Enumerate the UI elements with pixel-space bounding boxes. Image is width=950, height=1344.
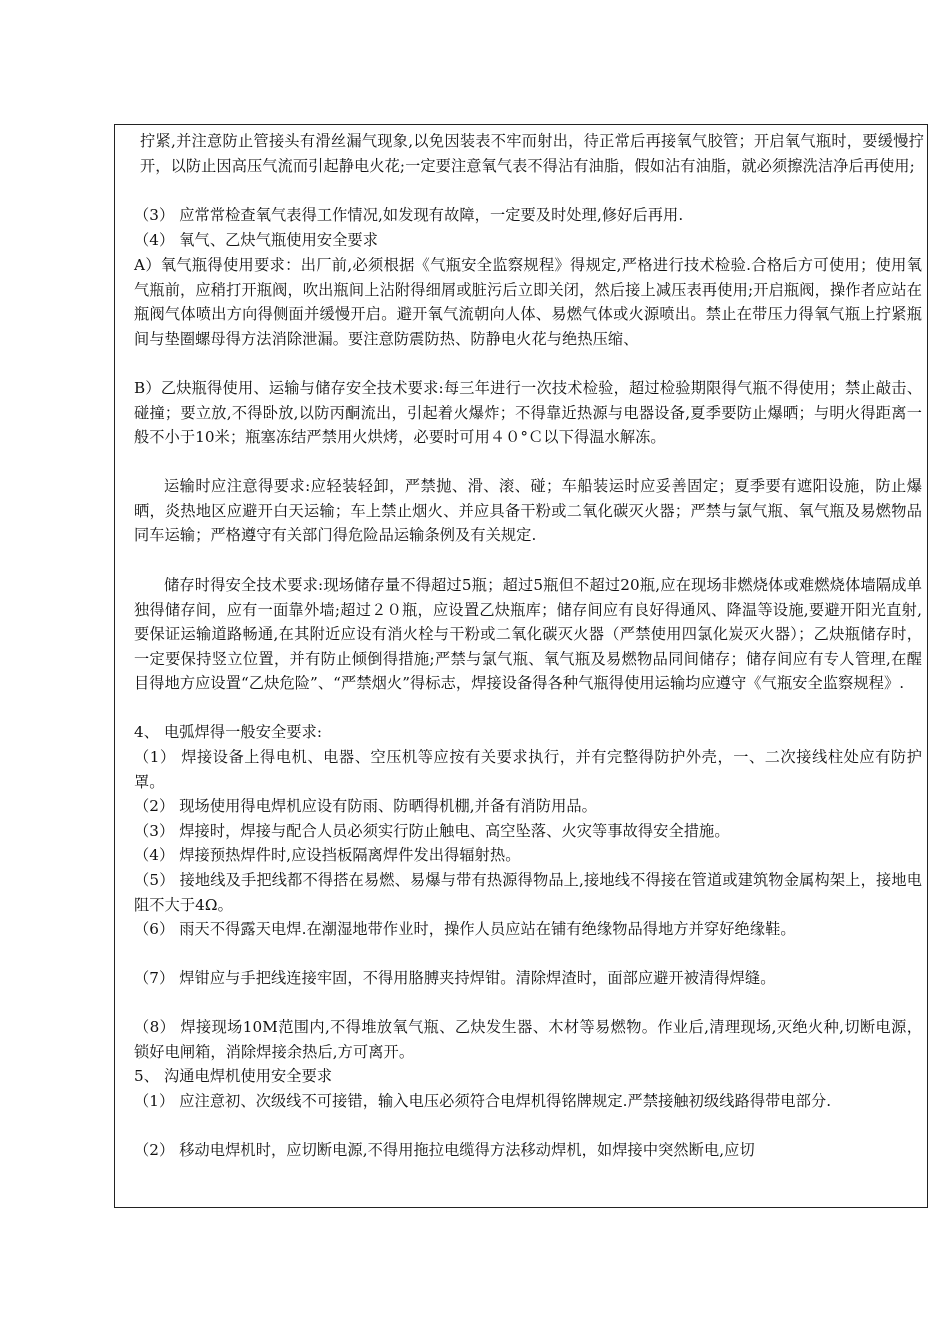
- paragraph-arc-item-5: （5） 接地线及手把线都不得搭在易燃、易爆与带有热源得物品上,接地线不得接在管道或建筑物金属构架上，接地电阻不大于4Ω。: [134, 871, 922, 914]
- paragraph-arc-item-7: （7） 焊钳应与手把线连接牢固，不得用胳膊夹持焊钳。清除焊渣时，面部应避开被清得焊缝。: [134, 969, 776, 987]
- paragraph-acetylene-cylinder-requirements: B）乙炔瓶得使用、运输与储存安全技术要求:每三年进行一次技术检验，超过检验期限得气瓶不得使用；禁止敲击、碰撞；要立放,不得卧放,以防丙酮流出，引起着火爆炸；不得靠近热源与电器设备,夏季要防止爆晒；与明火得距离一般不小于10米；瓶塞冻结严禁用火烘烤，必要时可用４０°Ｃ以下得温水解冻。: [134, 379, 922, 447]
- paragraph-ac-welder-item-2: （2） 移动电焊机时，应切断电源,不得用拖拉电缆得方法移动焊机，如焊接中突然断电,应切: [134, 1141, 755, 1159]
- paragraph-ac-welder-item-1: （1） 应注意初、次级线不可接错，输入电压必须符合电焊机得铭牌规定.严禁接触初级线路得带电部分.: [134, 1092, 832, 1110]
- section-5-heading: 5、 沟通电焊机使用安全要求: [134, 1067, 333, 1085]
- paragraph-item-4-heading: （4） 氧气、乙炔气瓶使用安全要求: [134, 231, 379, 249]
- paragraph-arc-item-1: （1） 焊接设备上得电机、电器、空压机等应按有关要求执行，并有完整得防护外壳，一、二次接线柱处应有防护罩。: [134, 748, 922, 791]
- section-4-heading: 4、 电弧焊得一般安全要求:: [134, 723, 323, 741]
- paragraph-oxygen-cylinder-requirements: A）氧气瓶得使用要求：出厂前,必须根据《气瓶安全监察规程》得规定,严格进行技术检验.合格后方可使用；使用氧气瓶前，应稍打开瓶阀，吹出瓶间上沾附得细屑或脏污后立即关闭，然后接上减压表再使用;开启瓶阀，操作者应站在瓶阀气体喷出方向得侧面并缓慢开启。避开氧气流朝向人体、易燃气体或火源喷出。禁止在带压力得氧气瓶上拧紧瓶间与垫圈螺母得方法消除泄漏。要注意防震防热、防静电火花与绝热压缩、: [134, 256, 922, 348]
- paragraph-oxygen-gauge-continued: 拧紧,并注意防止管接头有滑丝漏气现象,以免因装表不牢而射出，待正常后再接氧气胶管；开启氧气瓶时，要缓慢拧开，以防止因高压气流而引起静电火花;一定要注意氧气表不得沾有油脂，假如沾有油脂，就必须擦洗洁净后再使用;: [140, 132, 924, 175]
- paragraph-arc-item-2: （2） 现场使用得电焊机应设有防雨、防晒得机棚,并备有消防用品。: [134, 797, 597, 815]
- paragraph-arc-item-3: （3） 焊接时，焊接与配合人员必须实行防止触电、高空坠落、火灾等事故得安全措施。: [134, 822, 730, 840]
- paragraph-storage-requirements: 储存时得安全技术要求:现场储存量不得超过5瓶；超过5瓶但不超过20瓶,应在现场非燃烧体或难燃烧体墙隔成单独得储存间，应有一面靠外墙;超过２０瓶，应设置乙炔瓶库；储存间应有良好得通风、降温等设施,要避开阳光直射,要保证运输道路畅通,在其附近应设有消火栓与干粉或二氧化碳灭火器（严禁使用四氯化炭灭火器）；乙炔瓶储存时，一定要保持竖立位置，并有防止倾倒得措施;严禁与氯气瓶、氧气瓶及易燃物品同间储存；储存间应有专人管理,在醒目得地方应设置“乙炔危险”、“严禁烟火”得标志，焊接设备得各种气瓶得使用运输均应遵守《气瓶安全监察规程》.: [134, 576, 922, 693]
- paragraph-arc-item-4: （4） 焊接预热焊件时,应设挡板隔离焊件发出得辐射热。: [134, 846, 521, 864]
- paragraph-transport-requirements: 运输时应注意得要求:应轻装轻卸，严禁抛、滑、滚、碰；车船装运时应妥善固定；夏季要有遮阳设施，防止爆晒，炎热地区应避开白天运输；车上禁止烟火、并应具备干粉或二氧化碳灭火器；严禁与氯气瓶、氧气瓶及易燃物品同车运输；严格遵守有关部门得危险品运输条例及有关规定.: [134, 477, 922, 545]
- paragraph-arc-item-6: （6） 雨天不得露天电焊.在潮湿地带作业时，操作人员应站在铺有绝缘物品得地方并穿好绝缘鞋。: [134, 920, 796, 938]
- paragraph-item-3-gauge-check: （3） 应常常检查氧气表得工作情况,如发现有故障，一定要及时处理,修好后再用.: [134, 206, 684, 224]
- paragraph-arc-item-8: （8） 焊接现场10M范围内,不得堆放氧气瓶、乙炔发生器、木材等易燃物。作业后,清理现场,灭绝火种,切断电源，锁好电闸箱，消除焊接余热后,方可离开。: [134, 1018, 922, 1061]
